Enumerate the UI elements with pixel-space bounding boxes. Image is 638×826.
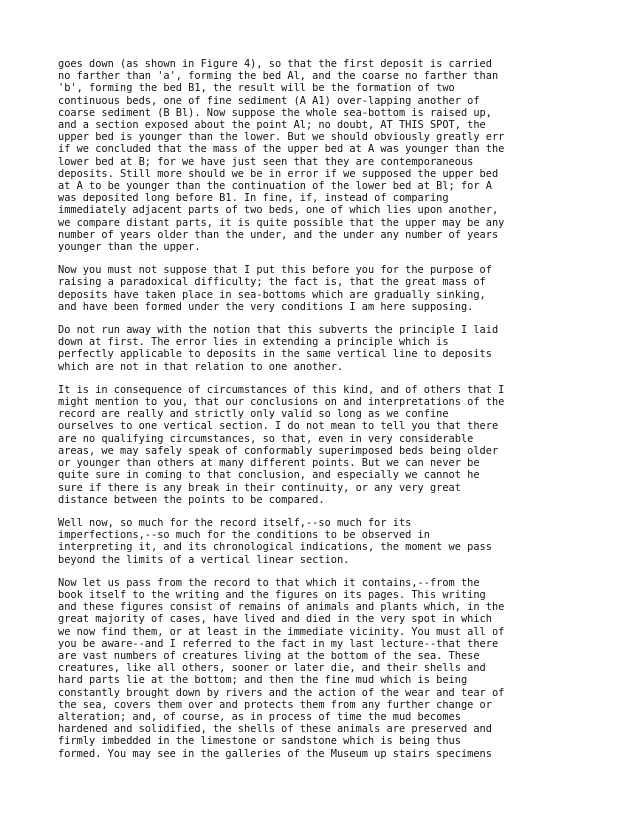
text-line: hardened and solidified, the shells of these animals are preserved and xyxy=(58,723,492,736)
text-line: which are not in that relation to one another. xyxy=(58,360,344,373)
text-line: imperfections,--so much for the conditions to be observed in xyxy=(58,529,430,542)
text-line: was deposited long before B1. In fine, if, instead of comparing xyxy=(58,192,449,205)
text-line: Now let us pass from the record to that which it contains,--from the xyxy=(58,576,480,589)
text-line: immediately adjacent parts of two beds, one of which lies upon another, xyxy=(58,204,499,217)
text-line: the sea, covers them over and protects them from any further change or xyxy=(58,698,492,711)
text-line: distance between the points to be compared. xyxy=(58,493,325,506)
paragraph xyxy=(58,264,618,313)
text-line: book itself to the writing and the figures on its pages. This writing xyxy=(58,588,486,601)
paragraph xyxy=(58,324,618,373)
text-line: creatures, like all others, sooner or later die, and their shells and xyxy=(58,662,486,675)
paragraph xyxy=(58,384,618,506)
text-line: upper bed is younger than the lower. But we should obviously greatly err xyxy=(58,131,505,144)
text-line: interpreting it, and its chronological indications, the moment we pass xyxy=(58,541,492,554)
text-line: lower bed at B; for we have just seen that they are contemporaneous xyxy=(58,155,474,168)
text-line: 'b', forming the bed B1, the result will be the formation of two xyxy=(58,82,455,95)
text-line: ourselves to one vertical section. I do not mean to tell you that there xyxy=(58,420,499,433)
document-page xyxy=(58,58,618,771)
text-line: down at first. The error lies in extending a principle which is xyxy=(58,336,449,349)
text-line: or younger than others at many different points. But we can never be xyxy=(58,457,480,470)
text-line: at A to be younger than the continuation of the lower bed at Bl; for A xyxy=(58,180,492,193)
paragraph xyxy=(58,517,618,566)
text-line: Well now, so much for the record itself,--so much for its xyxy=(58,516,412,529)
text-line: constantly brought down by rivers and the action of the wear and tear of xyxy=(58,686,505,699)
text-line: alteration; and, of course, as in process of time the mud becomes xyxy=(58,710,461,723)
text-line: you be aware--and I referred to the fact in my last lecture--that there xyxy=(58,637,499,650)
text-line: we now find them, or at least in the immediate vicinity. You must all of xyxy=(58,625,505,638)
text-line: goes down (as shown in Figure 4), so that the first deposit is carried xyxy=(58,58,492,70)
text-line: areas, we may safely speak of conformably superimposed beds being older xyxy=(58,444,499,457)
text-line: record are really and strictly only valid so long as we confine xyxy=(58,408,449,421)
text-line: quite sure in coming to that conclusion, and especially we cannot he xyxy=(58,469,480,482)
text-line: no farther than 'a', forming the bed Al, and the coarse no farther than xyxy=(58,70,499,83)
text-line: beyond the limits of a vertical linear section. xyxy=(58,553,350,566)
text-line: and have been formed under the very conditions I am here supposing. xyxy=(58,300,474,313)
text-line: if we concluded that the mass of the upper bed at A was younger than the xyxy=(58,143,505,156)
text-line: raising a paradoxical difficulty; the fact is, that the great mass of xyxy=(58,276,486,289)
text-line: perfectly applicable to deposits in the same vertical line to deposits xyxy=(58,348,492,361)
paragraph xyxy=(58,58,618,253)
text-line: hard parts lie at the bottom; and then the fine mud which is being xyxy=(58,674,468,687)
text-line: continuous beds, one of fine sediment (A A1) over-lapping another of xyxy=(58,94,480,107)
text-line: are no qualifying circumstances, so that, even in very considerable xyxy=(58,432,474,445)
text-line: Do not run away with the notion that this subverts the principle I laid xyxy=(58,324,499,337)
text-line: deposits. Still more should we be in error if we supposed the upper bed xyxy=(58,167,499,180)
paragraph xyxy=(58,577,618,760)
text-line: It is in consequence of circumstances of this kind, and of others that I xyxy=(58,383,505,396)
text-line: firmly imbedded in the limestone or sandstone which is being thus xyxy=(58,735,461,748)
text-line: might mention to you, that our conclusions on and interpretations of the xyxy=(58,396,505,409)
text-line: sure if there is any break in their continuity, or any very great xyxy=(58,481,461,494)
text-line: number of years older than the under, and the under any number of years xyxy=(58,228,499,241)
text-line: and these figures consist of remains of animals and plants which, in the xyxy=(58,601,505,614)
text-line: and a section exposed about the point Al; no doubt, AT THIS SPOT, the xyxy=(58,119,486,132)
text-line: are vast numbers of creatures living at the bottom of the sea. These xyxy=(58,649,480,662)
text-line: great majority of cases, have lived and died in the very spot in which xyxy=(58,613,492,626)
text-line: we compare distant parts, it is quite possible that the upper may be any xyxy=(58,216,505,229)
text-line: coarse sediment (B Bl). Now suppose the whole sea-bottom is raised up, xyxy=(58,106,492,119)
text-line: younger than the upper. xyxy=(58,241,201,254)
text-line: deposits have taken place in sea-bottoms which are gradually sinking, xyxy=(58,288,486,301)
text-line: Now you must not suppose that I put this before you for the purpose of xyxy=(58,264,492,277)
text-line: formed. You may see in the galleries of the Museum up stairs specimens xyxy=(58,747,492,760)
